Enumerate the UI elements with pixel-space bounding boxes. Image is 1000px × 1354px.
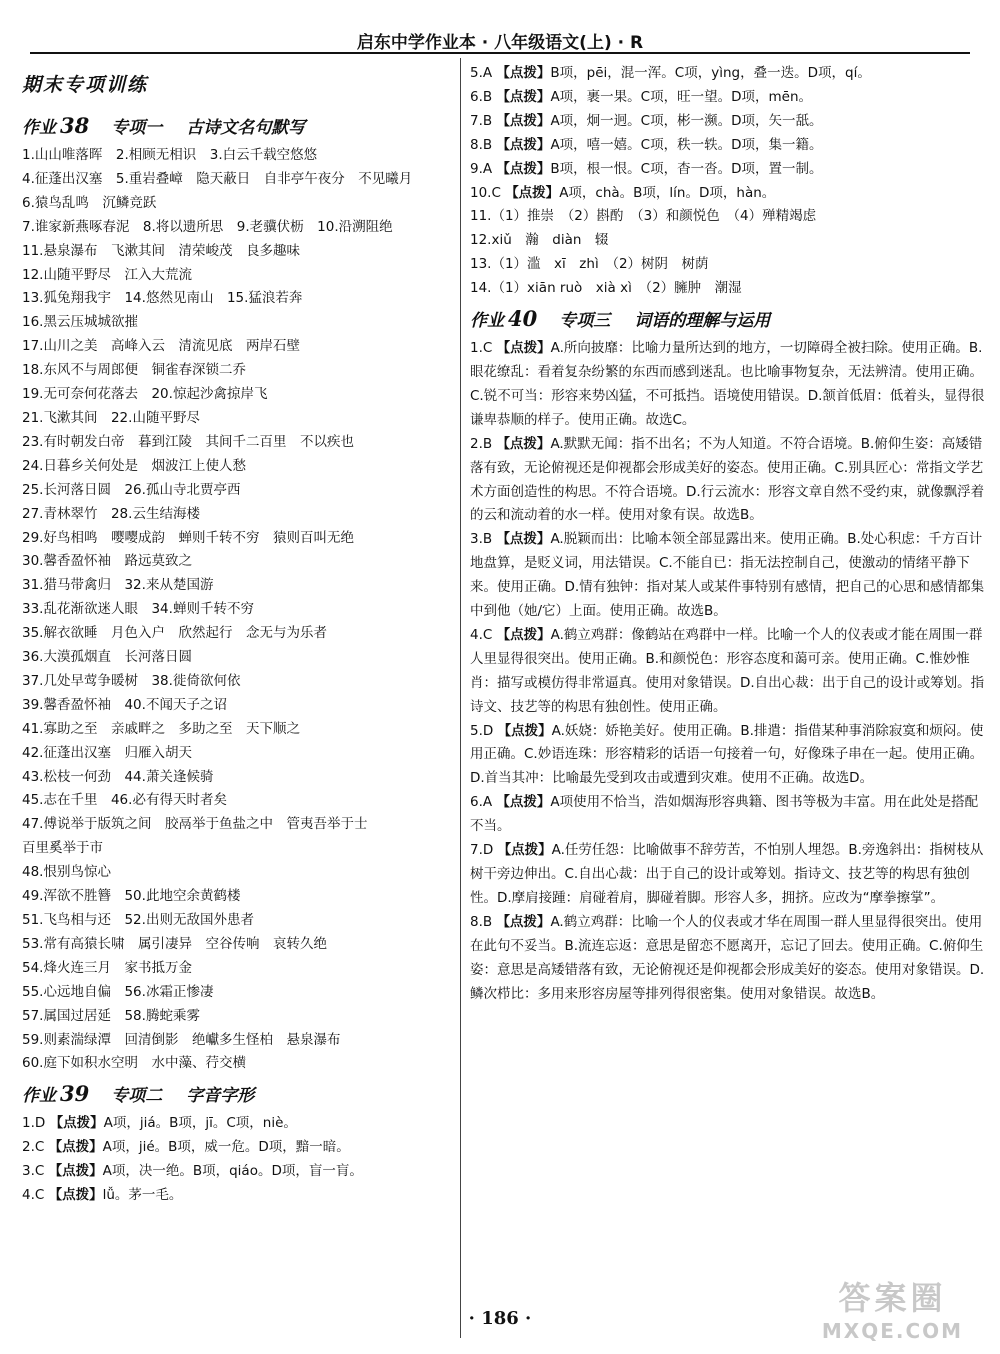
- unit-title: 字音字形: [186, 1086, 255, 1107]
- answer-number: 3.C: [22, 1163, 49, 1180]
- answer-number: 7.B: [470, 112, 497, 129]
- unit-heading-40: [470, 301, 985, 337]
- answer-line: 27.青林翠竹 28.云生结海楼: [22, 505, 200, 522]
- answer-line: 17.山川之美 高峰入云 清流见底 两岸石壁: [22, 338, 300, 355]
- watermark-text: 答案圈: [838, 1279, 947, 1317]
- answer-line: 53.常有高猿长啸 属引凄异 空谷传响 哀转久绝: [22, 935, 327, 952]
- running-header: 启东中学作业本 · 八年级语文(上) · R: [356, 33, 644, 53]
- answer-number: 1.D: [22, 1115, 50, 1132]
- answer-number: 6.A: [470, 794, 497, 811]
- answer-number: 2.C: [22, 1139, 49, 1156]
- answer-text: A项，决一绝。B项，qiáo。D项，盲一肓。: [102, 1163, 363, 1180]
- answer-line: 33.乱花渐欲迷人眼 34.蝉则千转不穷: [22, 601, 254, 618]
- answer-item: [470, 182, 985, 206]
- tip-label: 【点拨】: [496, 626, 551, 643]
- answer-line: 24.日暮乡关何处是 烟波江上使人愁: [22, 457, 246, 474]
- answer-line: 6.猿鸟乱鸣 沉鳞竞跃: [22, 194, 157, 211]
- answer-line: 35.解衣欲睡 月色入户 欣然起行 念无与为乐者: [22, 625, 327, 642]
- answer-item: [470, 86, 985, 110]
- unit-title: 古诗文名句默写: [186, 118, 306, 138]
- tip-label: 【点拨】: [496, 160, 551, 177]
- answer-line: 12.山随平野尽 江入大荒流: [22, 266, 192, 283]
- answer-text: B项，pēi，混一浑。C项，yìng，叠一迭。D项，qí。: [550, 65, 871, 81]
- answer-number: 3.B: [470, 531, 497, 548]
- unit-label: 作业: [22, 1086, 56, 1107]
- unit-number: 40: [508, 306, 538, 332]
- answer-line: 25.长河落日圆 26.孤山寺北贾亭西: [22, 481, 241, 498]
- answer-text: A项使用不恰当，浩如烟海形容典籍、图书等极为丰富。用在此处是搭配不当。: [470, 794, 979, 835]
- answer-item: [470, 62, 985, 86]
- answer-line: 36.大漠孤烟直 长河落日圆: [22, 649, 192, 666]
- answer-line: 54.烽火连三月 家书抵万金: [22, 959, 192, 976]
- tip-label: 【点拨】: [49, 1115, 104, 1132]
- answer-item: [470, 839, 985, 911]
- answer-line: 31.猎马带禽归 32.来从楚国游: [22, 577, 214, 594]
- answer-item: [22, 1184, 452, 1208]
- answer-item: [470, 158, 985, 182]
- answer-item: [470, 433, 985, 529]
- answer-text: A.鹤立鸡群：像鹤站在鸡群中一样。比喻一个人的仪表或才能在周围一群人里显得很突出。使用正确。B.和颜悦色：形容态度和蔼可亲。使用正确。C.惟妙惟肖：描写或模仿得非常逼真。使用对象错误。D.自出心裁：出于自己的设计或筹划。指诗文、技艺等的构思有独创性。使用正确。: [470, 626, 985, 715]
- answer-item: [470, 624, 985, 720]
- watermark-logo: [790, 1278, 995, 1348]
- tip-label: 【点拨】: [497, 842, 552, 859]
- answer-text: A项，嘻一嬉。C项，秩一轶。D项，集一籍。: [550, 136, 823, 153]
- answer-line: 21.飞漱其间 22.山随平野尽: [22, 409, 200, 426]
- answer-line: 30.馨香盈怀袖 路远莫致之: [22, 553, 192, 570]
- column-divider: [460, 58, 461, 1338]
- answer-line: 48.恨别鸟惊心: [22, 864, 111, 881]
- unit-topic: 专项一: [111, 118, 163, 138]
- answer-line: 59.则素湍绿潭 回清倒影 绝巘多生怪柏 悬泉瀑布: [22, 1031, 341, 1048]
- answer-line: 12.xiǔ 瀚 diàn 辍: [470, 232, 609, 249]
- answer-line: 57.属国过居延 58.腾蛇乘雾: [22, 1007, 200, 1024]
- answer-line: 47.傅说举于版筑之间 胶鬲举于鱼盐之中 管夷吾举于士: [22, 816, 368, 833]
- answer-line: 11.（1）推崇 （2）斟酌 （3）和颜悦色 （4）殚精竭虑: [470, 208, 817, 225]
- header-rule: [30, 52, 970, 54]
- answer-line: 51.飞鸟相与还 52.出则无敌国外患者: [22, 912, 254, 928]
- answer-line: 14.（1）xiān ruò xià xì （2）臃肿 潮湿: [470, 280, 742, 297]
- tip-label: 【点拨】: [496, 112, 551, 129]
- answer-text: A项，jiá。B项，jī。C项，niè。: [103, 1115, 297, 1132]
- answer-item: [470, 528, 985, 624]
- answer-number: 5.A: [470, 65, 497, 81]
- answer-text: A.默默无闻：指不出名；不为人知道。不符合语境。B.俯仰生姿：高矮错落有致，无论俯视还是仰视都会形成美好的姿态。使用正确。C.别具匠心：常指文学艺术方面创造性的构思。不符合语境。D.行云流水：形容文章自然不受约束，就像飘浮着的云和流动着的水一样。使用对象有误。故选B。: [470, 435, 985, 524]
- answer-number: 4.C: [22, 1187, 49, 1204]
- answer-number: 9.A: [470, 160, 497, 177]
- right-column: [470, 62, 985, 1006]
- answer-text: A项，chà。B项，lín。D项，hàn。: [559, 184, 776, 201]
- answer-list-38: [22, 144, 452, 1076]
- answer-text: A.任劳任怨：比喻做事不辞劳苦，不怕别人埋怨。B.旁逸斜出：指树枝从树干旁边伸出。C.自出心裁：出于自己的设计或筹划。指诗文、技艺等的构思有独创性。D.摩肩接踵：肩碰着肩，脚碰着脚。形容人多，拥挤。应改为“摩拳擦掌”。: [470, 842, 984, 906]
- answer-text: B项，根一恨。C项，杳一沓。D项，置一制。: [550, 160, 823, 177]
- tip-label: 【点拨】: [496, 435, 551, 452]
- tip-label: 【点拨】: [496, 136, 551, 153]
- tip-label: 【点拨】: [496, 340, 551, 357]
- answer-line: 42.征蓬出汉塞 归雁入胡天: [22, 744, 192, 761]
- answer-item: [470, 720, 985, 792]
- answer-line: 37.几处早莺争暖树 38.徙倚欲何依: [22, 672, 241, 689]
- answer-number: 4.C: [470, 626, 497, 643]
- answer-text: lǚ。茅一毛。: [102, 1187, 183, 1204]
- answer-text: A.鹤立鸡群：比喻一个人的仪表或才华在周围一群人里显得很突出。使用在此句不妥当。B.流连忘返：意思是留恋不愿离开，忘记了回去。使用正确。C.俯仰生姿：意思是高矮错落有致，无论俯视还是仰视都会形成美好的姿态。使用对象错误。D.鳞次栉比：多用来形容房屋等排列得很密集。使用对象错误。故选B。: [470, 913, 985, 1002]
- tip-label: 【点拨】: [48, 1163, 103, 1180]
- answer-line: 1.山山唯落晖 2.相顾无相识 3.白云千载空悠悠: [22, 147, 318, 163]
- answer-item: [470, 791, 985, 839]
- answer-number: 5.D: [470, 722, 498, 739]
- answer-line: 43.松枝一何劲 44.萧关逢候骑: [22, 768, 214, 785]
- answer-line: 百里奚举于市: [22, 840, 103, 857]
- answer-line: 23.有时朝发白帝 暮到江陵 其间千二百里 不以疾也: [22, 433, 354, 450]
- unit-label: 作业: [22, 118, 56, 138]
- answer-list-39-left: [22, 1112, 452, 1208]
- answer-line: 7.谁家新燕啄春泥 8.将以遗所思 9.老骥伏枥 10.沿溯阻绝: [22, 218, 393, 235]
- tip-label: 【点拨】: [496, 531, 551, 548]
- answer-number: 2.B: [470, 435, 497, 452]
- unit-heading-38: [22, 108, 452, 144]
- tip-label: 【点拨】: [497, 722, 552, 739]
- tip-label: 【点拨】: [496, 913, 551, 930]
- answer-item: [470, 337, 985, 433]
- answer-line: 45.志在千里 46.必有得天时者矣: [22, 792, 227, 809]
- answer-item: [22, 1160, 452, 1184]
- answer-item: [470, 134, 985, 158]
- unit-topic: 专项三: [559, 311, 611, 332]
- answer-number: 6.B: [470, 88, 497, 105]
- section-title: 期末专项训练: [22, 74, 149, 96]
- answer-line: 13.狐兔翔我宇 14.悠然见南山 15.猛浪若奔: [22, 290, 303, 307]
- tip-label: 【点拨】: [505, 184, 560, 201]
- unit-topic: 专项二: [111, 1086, 163, 1107]
- answer-number: 10.C: [470, 184, 506, 201]
- answer-line: 55.心远地自偏 56.冰霜正惨凄: [22, 983, 214, 1000]
- answer-text: A.妖娆：娇艳美好。使用正确。B.排遣：指借某种事消除寂寞和烦闷。使用正确。C.妙语连珠：形容精彩的话语一句接着一句，好像珠子串在一起。使用正确。D.首当其冲：比喻最先受到攻击或遭到灾难。使用不正确。故选D。: [470, 722, 984, 787]
- answer-line: 19.无可奈何花落去 20.惊起沙禽掠岸飞: [22, 386, 268, 403]
- unit-title: 词语的理解与运用: [634, 311, 771, 332]
- page-number: · 186 ·: [468, 1308, 532, 1329]
- unit-label: 作业: [470, 311, 504, 332]
- answer-list-39-right: [470, 62, 985, 205]
- answer-item: [22, 1136, 452, 1160]
- answer-line: 4.征蓬出汉塞 5.重岩叠嶂 隐天蔽日 自非亭午夜分 不见曦月: [22, 170, 413, 187]
- answer-item: [22, 1112, 452, 1136]
- answer-line: 29.好鸟相鸣 嘤嘤成韵 蝉则千转不穷 猿则百叫无绝: [22, 529, 354, 546]
- answer-text: A.脱颖而出：比喻本领全部显露出来。使用正确。B.处心积虑：千方百计地盘算，是贬义词，用法错误。C.不能自已：指无法控制自己，使激动的情绪平静下来。使用正确。D.情有独钟：指对某人或某件事特别有感情，把自己的心思和感情都集中到他（她/它）上面。使用正确。故选B。: [470, 531, 985, 620]
- answer-number: 8.B: [470, 136, 497, 153]
- tip-label: 【点拨】: [496, 65, 551, 81]
- answer-line: 11.悬泉瀑布 飞漱其间 清荣峻茂 良多趣味: [22, 242, 300, 259]
- answer-number: 8.B: [470, 913, 497, 930]
- answer-line: 41.寡助之至 亲戚畔之 多助之至 天下顺之: [22, 720, 300, 737]
- answer-line: 39.馨香盈怀袖 40.不闻天子之诏: [22, 696, 227, 713]
- answer-line: 18.东风不与周郎便 铜雀春深锁二乔: [22, 362, 246, 379]
- answer-text: A项，炯一迥。C项，彬一濒。D项，矢一舐。: [550, 112, 823, 129]
- tip-label: 【点拨】: [48, 1187, 103, 1204]
- answer-text: A项，裹一果。C项，旺一望。D项，mēn。: [550, 88, 813, 105]
- answer-line: 49.浑欲不胜簪 50.此地空余黄鹤楼: [22, 888, 241, 905]
- unit-number: 39: [60, 1081, 90, 1107]
- answer-list-40: [470, 337, 985, 1006]
- answer-number: 7.D: [470, 842, 498, 859]
- answer-item: [470, 110, 985, 134]
- tip-label: 【点拨】: [48, 1139, 103, 1156]
- answer-item: [470, 911, 985, 1007]
- answer-text: A项，jié。B项，威一危。D项，黯一暗。: [102, 1139, 350, 1156]
- answer-line: 60.庭下如积水空明 水中藻、荇交横: [22, 1055, 246, 1072]
- watermark-url: MXQE.COM: [821, 1319, 964, 1343]
- answer-number: 1.C: [470, 340, 497, 357]
- unit-number: 38: [60, 113, 90, 138]
- answer-line: 13.（1）滥 xī zhì （2）树阴 树荫: [470, 256, 709, 273]
- tip-label: 【点拨】: [496, 794, 551, 811]
- answer-line: 16.黑云压城城欲摧: [22, 314, 138, 331]
- left-column: [22, 62, 452, 1208]
- answer-list-39-lines: [470, 205, 985, 301]
- answer-text: A.所向披靡：比喻力量所达到的地方，一切障碍全被扫除。使用正确。B.眼花缭乱：看着复杂纷繁的东西而感到迷乱。也比喻事物复杂，无法辨清。使用正确。C.锐不可当：形容来势凶猛，不可抵挡。语境使用错误。D.颔首低眉：低着头，显得很谦卑恭顺的样子。使用正确。故选C。: [470, 340, 985, 428]
- unit-heading-39: [22, 1076, 452, 1112]
- tip-label: 【点拨】: [496, 88, 551, 105]
